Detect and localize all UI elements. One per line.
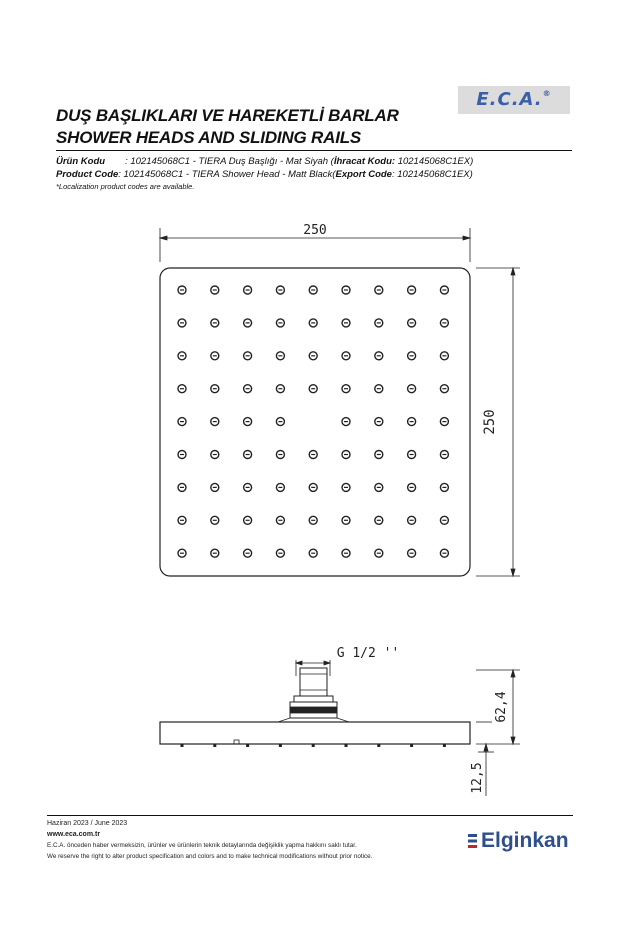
side-nozzle <box>213 744 216 747</box>
nozzle-grid <box>178 286 448 557</box>
side-height-label: 62,4 <box>494 691 509 723</box>
side-view <box>160 660 520 796</box>
brand-name: Elginkan <box>481 829 569 852</box>
footer-rule <box>47 815 573 816</box>
export-code-tr: 102145068C1EX) <box>395 156 474 167</box>
side-nozzle <box>377 744 380 747</box>
export-code-tr-label: İhracat Kodu: <box>333 156 396 167</box>
side-nozzle <box>181 744 184 747</box>
width-label: 250 <box>303 223 327 238</box>
title-en: SHOWER HEADS AND SLIDING RAILS <box>56 128 362 147</box>
side-nozzle <box>410 744 413 747</box>
product-code-en-text: : 102145068C1 - TIERA Shower Head - Matt Black( <box>118 169 336 180</box>
thread-label: G 1/2 '' <box>336 646 400 661</box>
side-nozzle <box>345 744 348 747</box>
elginkan-mark-icon <box>468 834 477 848</box>
side-nozzle <box>312 744 315 747</box>
logo-text: E.C.A. <box>476 89 543 110</box>
thickness-label: 12,5 <box>470 762 485 794</box>
footer-date: Haziran 2023 / June 2023 <box>47 820 128 827</box>
footer-disclaimer-en: We reserve the right to alter product specification and colors and to make technical modifications without prior notice. <box>47 853 373 860</box>
product-code-en-label: Product Code <box>56 169 119 180</box>
side-nozzle <box>246 744 249 747</box>
export-code-en: : 102145068C1EX) <box>391 169 473 180</box>
height-label: 250 <box>482 409 498 435</box>
elginkan-logo <box>468 829 569 853</box>
localization-note: *Localization product codes are available. <box>56 182 195 191</box>
footer-disclaimer-tr: E.C.A. önceden haber vermeksizin, ürünler ve ürünlerin teknik detaylarında değişiklik yapma hakkını saklı tutar. <box>47 842 357 849</box>
title-tr: DUŞ BAŞLIKLARI VE HAREKETLİ BARLAR <box>56 106 399 125</box>
side-nozzle <box>279 744 282 747</box>
shower-head-top-view <box>160 268 470 576</box>
product-code-tr-text: : 102145068C1 - TIERA Duş Başlığı - Mat Siyah ( <box>125 156 334 167</box>
logo-registered-mark: ® <box>542 89 552 98</box>
side-nozzle <box>443 744 446 747</box>
export-code-en-label: Export Code <box>335 169 392 180</box>
footer-website[interactable]: www.eca.com.tr <box>47 831 101 838</box>
product-code-tr-label: Ürün Kodu <box>56 156 106 167</box>
